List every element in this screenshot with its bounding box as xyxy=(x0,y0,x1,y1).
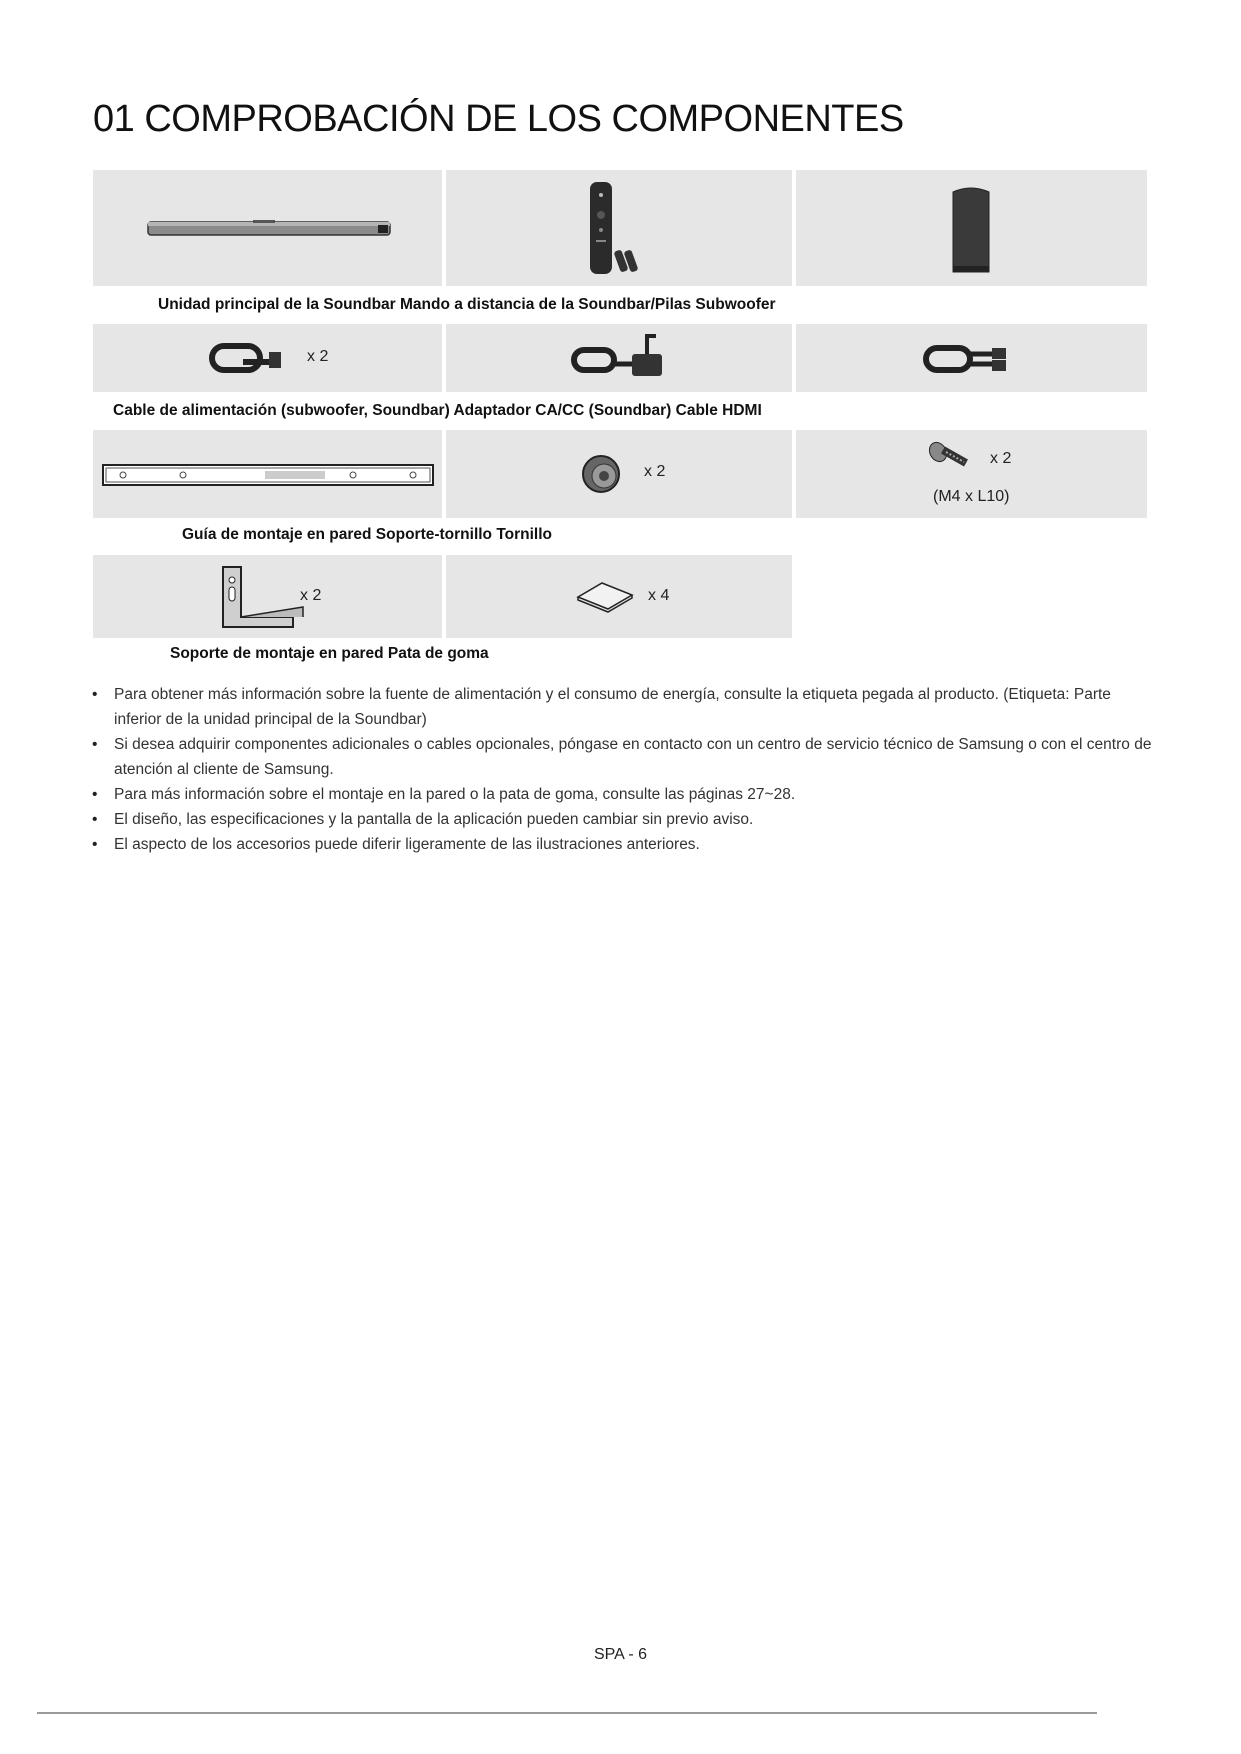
adapter-cell xyxy=(446,324,792,392)
subwoofer-illustration xyxy=(796,170,1147,286)
rubber-foot-qty: x 4 xyxy=(648,587,670,604)
page-number: SPA - 6 xyxy=(593,1646,648,1663)
page-title: 01 COMPROBACIÓN DE LOS COMPONENTES xyxy=(93,98,904,140)
row3-caption: Guía de montaje en pared Soporte-tornillo Tornillo xyxy=(182,526,553,543)
wall-bracket-qty: x 2 xyxy=(300,587,322,604)
adapter-illustration xyxy=(446,324,792,392)
power-cable-qty: x 2 xyxy=(307,348,329,365)
holder-screw-qty: x 2 xyxy=(644,463,666,480)
note-item: • Para más información sobre el montaje en la pared o la pata de goma, consulte las páginas 27~28. xyxy=(92,782,1152,807)
subwoofer-cell xyxy=(796,170,1147,286)
note-item: • Para obtener más información sobre la fuente de alimentación y el consumo de energía, consulte la etiqueta pegada al producto. (Etiqueta: Parte inferior de la unidad principal de la Soundbar) xyxy=(92,682,1152,732)
power-cable-cell xyxy=(93,324,442,392)
row2-caption: Cable de alimentación (subwoofer, Soundbar) Adaptador CA/CC (Soundbar) Cable HDMI xyxy=(113,402,762,419)
wall-bracket-cell xyxy=(93,555,442,638)
holder-screw-cell xyxy=(446,430,792,518)
wall-mount-guide-cell xyxy=(93,430,442,518)
screw-size-note: (M4 x L10) xyxy=(933,488,1010,505)
power-cable-illustration xyxy=(93,324,442,392)
note-item: • El aspecto de los accesorios puede diferir ligeramente de las ilustraciones anteriores. xyxy=(92,832,1152,857)
remote-cell xyxy=(446,170,792,286)
row1-caption: Unidad principal de la Soundbar Mando a distancia de la Soundbar/Pilas Subwoofer xyxy=(158,296,776,313)
wall-bracket-illustration xyxy=(93,555,442,638)
note-item: • El diseño, las especificaciones y la pantalla de la aplicación pueden cambiar sin previo aviso. xyxy=(92,807,1152,832)
remote-illustration xyxy=(446,170,792,286)
wall-mount-guide-illustration xyxy=(93,430,442,518)
notes-list xyxy=(92,682,1152,857)
hdmi-cable-illustration xyxy=(796,324,1147,392)
soundbar-illustration xyxy=(93,170,442,286)
soundbar-cell xyxy=(93,170,442,286)
rubber-foot-cell xyxy=(446,555,792,638)
rubber-foot-illustration xyxy=(446,555,792,638)
holder-screw-illustration xyxy=(446,430,792,518)
screw-qty: x 2 xyxy=(990,450,1012,467)
screw-cell xyxy=(796,430,1147,518)
hdmi-cable-cell xyxy=(796,324,1147,392)
row4-caption: Soporte de montaje en pared Pata de goma xyxy=(170,645,489,662)
footer-divider xyxy=(37,1712,1097,1714)
note-item: • Si desea adquirir componentes adicionales o cables opcionales, póngase en contacto con un centro de servicio técnico de Samsung o con el centro de atención al cliente de Samsung. xyxy=(92,732,1152,782)
